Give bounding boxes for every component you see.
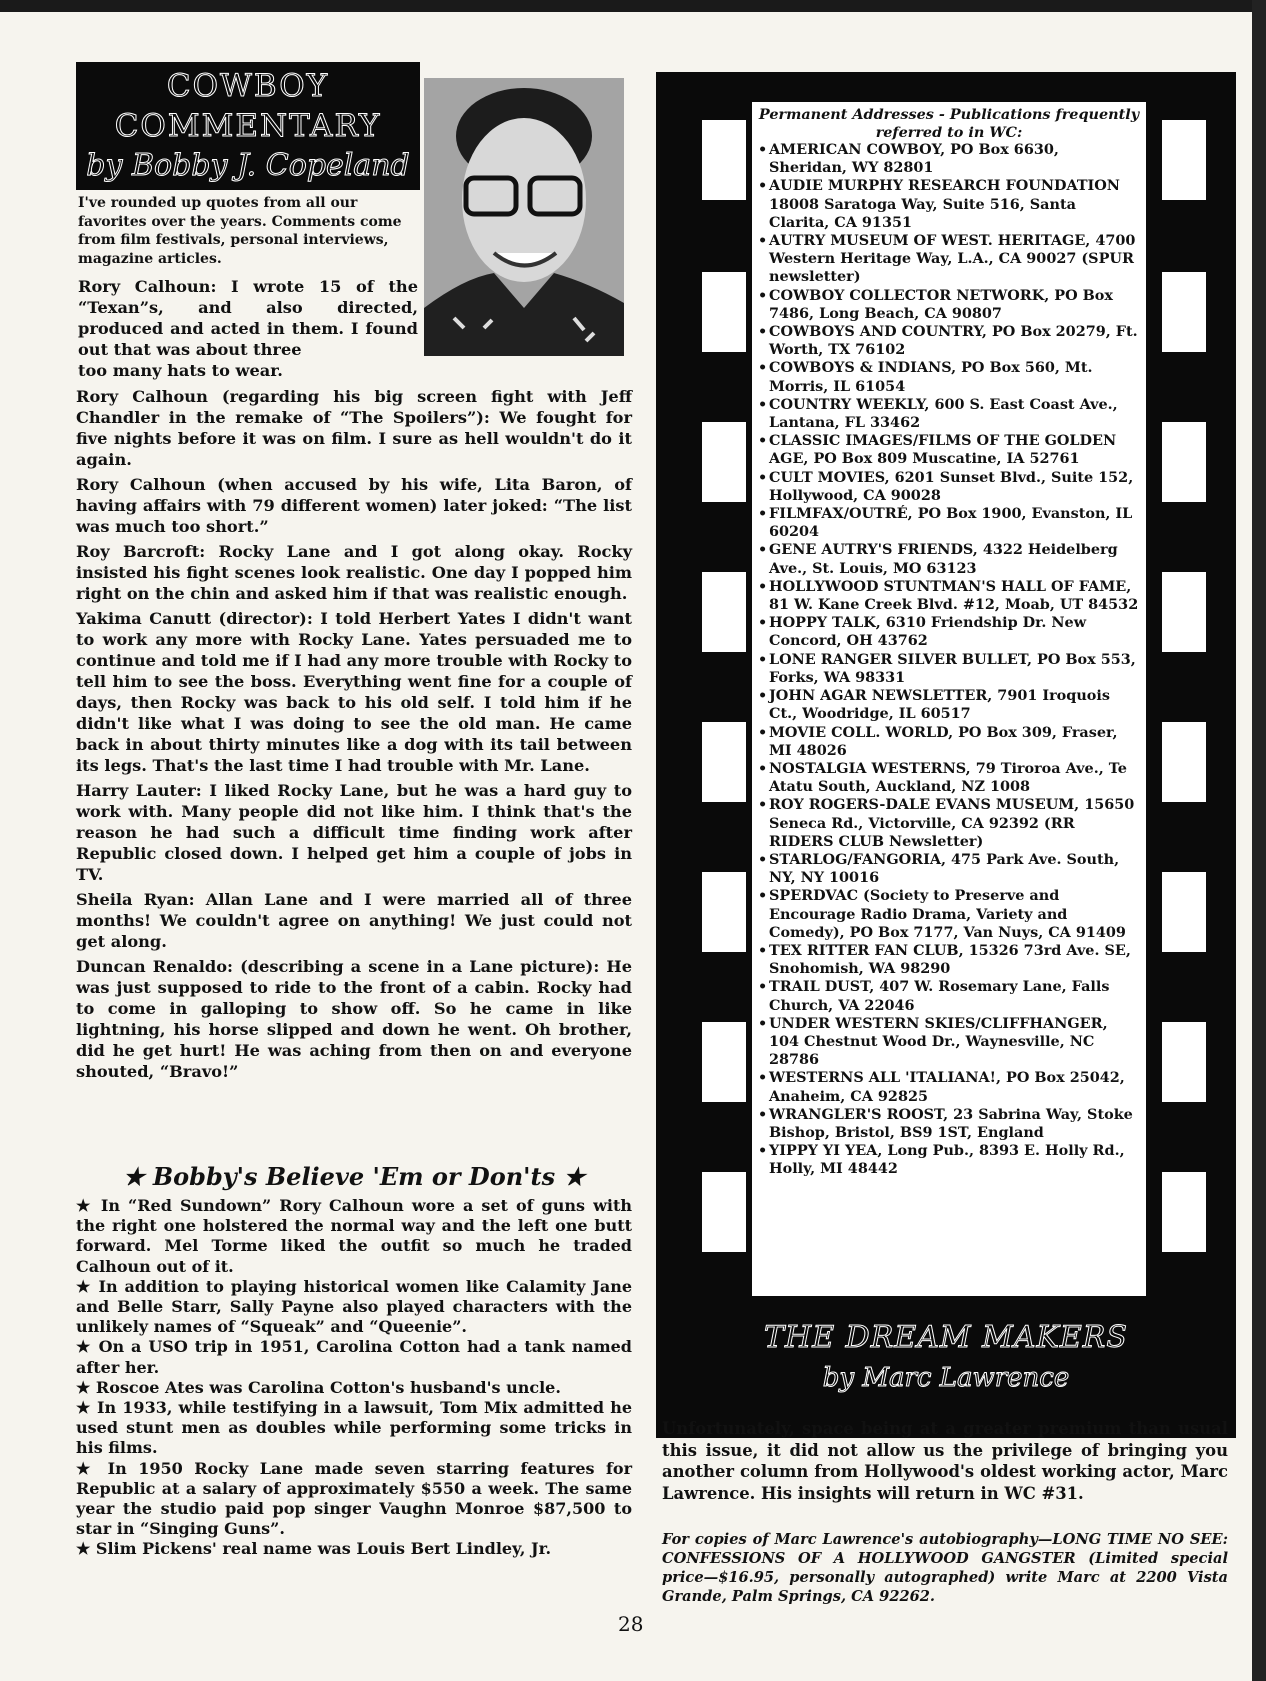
address-item: • AUDIE MURPHY RESEARCH FOUNDATION 18008 Saratoga Way, Suite 516, Santa Clarita, CA 91351 [758, 177, 1140, 232]
header-byline: by Bobby J. Copeland [86, 148, 410, 183]
addresses-box [752, 102, 1146, 1296]
addresses-heading: Permanent Addresses - Publications frequently referred to in WC: [758, 106, 1140, 141]
author-photo [424, 78, 624, 356]
film-sprocket [702, 572, 746, 652]
address-item: • AMERICAN COWBOY, PO Box 6630, Sheridan, WY 82801 [758, 141, 1140, 177]
quote-calhoun-texan: Rory Calhoun: I wrote 15 of the “Texan”s, and also directed, produced and acted in them. I found out that was about three [78, 277, 418, 359]
address-item: • MOVIE COLL. WORLD, PO Box 309, Fraser, MI 48026 [758, 724, 1140, 760]
film-sprocket [1162, 120, 1206, 200]
dream-makers-header [656, 1318, 1236, 1398]
fact-item: ★ On a USO trip in 1951, Carolina Cotton had a tank named after her. [76, 1337, 632, 1377]
dream-makers-body: Unfortunately, space being at a greater premium than usual this issue, it did not allow us the privilege of bringing you another column from Hollywood's oldest working actor, Marc Lawrence. His insights will return in WC #31. [662, 1419, 1228, 1503]
address-item: • COWBOY COLLECTOR NETWORK, PO Box 7486, Long Beach, CA 90807 [758, 287, 1140, 323]
address-item: • JOHN AGAR NEWSLETTER, 7901 Iroquois Ct., Woodridge, IL 60517 [758, 687, 1140, 723]
address-item: • TRAIL DUST, 407 W. Rosemary Lane, Falls Church, VA 22046 [758, 978, 1140, 1014]
film-sprocket [1162, 422, 1206, 502]
address-item: • ROY ROGERS-DALE EVANS MUSEUM, 15650 Seneca Rd., Victorville, CA 92392 (RR RIDERS CLUB Newsletter) [758, 796, 1140, 851]
address-item: • GENE AUTRY'S FRIENDS, 4322 Heidelberg Ave., St. Louis, MO 63123 [758, 541, 1140, 577]
quotes-list [76, 386, 632, 1086]
film-sprocket [1162, 1172, 1206, 1252]
address-item: • COUNTRY WEEKLY, 600 S. East Coast Ave., Lantana, FL 33462 [758, 396, 1140, 432]
film-sprocket [702, 1172, 746, 1252]
dream-makers-note: For copies of Marc Lawrence's autobiography—LONG TIME NO SEE: CONFESSIONS OF A HOLLYWOOD GANGSTER (Limited special price—$16.95, personally autographed) write Marc at 2200 Vista Grande, Palm Springs, CA 92262. [662, 1531, 1228, 1605]
address-item: • STARLOG/FANGORIA, 475 Park Ave. South, NY, NY 10016 [758, 851, 1140, 887]
address-item: • UNDER WESTERN SKIES/CLIFFHANGER, 104 Chestnut Wood Dr., Waynesville, NC 28786 [758, 1015, 1140, 1070]
quote-item: Sheila Ryan: Allan Lane and I were married all of three months! We couldn't agree on anything! We just could not get along. [76, 890, 632, 951]
film-sprocket [702, 1022, 746, 1102]
fact-item: ★ In 1950 Rocky Lane made seven starring features for Republic at a salary of approximately $550 a week. The same year the studio paid pop singer Vaughn Monroe $87,500 to star in “Singing Guns”. [76, 1458, 632, 1539]
film-sprocket [702, 120, 746, 200]
address-item: • AUTRY MUSEUM OF WEST. HERITAGE, 4700 Western Heritage Way, L.A., CA 90027 (SPUR newsletter) [758, 232, 1140, 287]
fact-item: ★ In 1933, while testifying in a lawsuit, Tom Mix admitted he used stunt men as doubles while performing some tricks in his films. [76, 1398, 632, 1458]
address-item: • COWBOYS & INDIANS, PO Box 560, Mt. Morris, IL 61054 [758, 359, 1140, 395]
quote-item: Harry Lauter: I liked Rocky Lane, but he was a hard guy to work with. Many people did not like him. I think that's the reason he had such a difficult time finding work after Republic closed down. I helped get him a couple of jobs in TV. [76, 781, 632, 884]
address-item: • FILMFAX/OUTRÉ, PO Box 1900, Evanston, IL 60204 [758, 505, 1140, 541]
address-item: • YIPPY YI YEA, Long Pub., 8393 E. Holly Rd., Holly, MI 48442 [758, 1142, 1140, 1178]
fact-item: ★ Roscoe Ates was Carolina Cotton's husband's uncle. [76, 1377, 561, 1397]
address-item: • CLASSIC IMAGES/FILMS OF THE GOLDEN AGE, PO Box 809 Muscatine, IA 52761 [758, 432, 1140, 468]
film-sprocket [1162, 272, 1206, 352]
film-sprocket [1162, 572, 1206, 652]
quote-item: Rory Calhoun (regarding his big screen fight with Jeff Chandler in the remake of “The Spoilers”): We fought for five nights before it was on film. I sure as hell wouldn't do it again. [76, 387, 632, 469]
fact-item: ★ In “Red Sundown” Rory Calhoun wore a set of guns with the right one holstered the normal way and the left one butt forward. Mel Torme liked the outfit so much he traded Calhoun out of it. [76, 1196, 632, 1276]
quote-item: Duncan Renaldo: (describing a scene in a Lane picture): He was just supposed to ride to the front of a cabin. Rocky had to come in galloping to show off. So he came in like lightning, his horse slipped and down he went. Oh brother, did he get hurt! He was aching from then on and everyone shouted, “Bravo!” [76, 957, 632, 1081]
fact-item: ★ In addition to playing historical women like Calamity Jane and Belle Starr, Sally Payne also played characters with the unlikely names of “Squeak” and “Queenie”. [76, 1276, 632, 1337]
address-item: • LONE RANGER SILVER BULLET, PO Box 553, Forks, WA 98331 [758, 651, 1140, 687]
address-item: • TEX RITTER FAN CLUB, 15326 73rd Ave. SE, Snohomish, WA 98290 [758, 942, 1140, 978]
believe-section-title: ★ Bobby's Believe 'Em or Don'ts ★ [123, 1162, 585, 1191]
address-item: • WESTERNS ALL 'ITALIANA!, PO Box 25042, Anaheim, CA 92825 [758, 1069, 1140, 1105]
address-item: • HOPPY TALK, 6310 Friendship Dr. New Concord, OH 43762 [758, 614, 1140, 650]
dream-makers-title: THE DREAM MAKERS [764, 1320, 1128, 1355]
film-sprocket [702, 422, 746, 502]
film-sprocket [702, 722, 746, 802]
quote-item: Yakima Canutt (director): I told Herbert Yates I didn't want to work any more with Rocky Lane. Yates persuaded me to continue and told me if I had any more trouble with Rocky to tell him to see the boss. Everything went fine for a couple of days, then Rocky was back to his old self. I told him if he didn't like what I was doing to see the old man. He came back in about thirty minutes like a dog with its tail between its legs. That's the last time I had trouble with Mr. Lane. [76, 609, 632, 775]
film-sprocket [1162, 872, 1206, 952]
address-item: • COWBOYS AND COUNTRY, PO Box 20279, Ft. Worth, TX 76102 [758, 323, 1140, 359]
cowboy-commentary-header [76, 62, 420, 190]
header-title-line1: COWBOY [166, 68, 330, 104]
film-sprocket [1162, 1022, 1206, 1102]
page-number: 28 [618, 1612, 644, 1636]
facts-list [76, 1196, 632, 1560]
film-sprocket [702, 272, 746, 352]
header-title-line2: COMMENTARY [114, 108, 382, 144]
page-edge [1252, 0, 1266, 1681]
dream-makers-byline: by Marc Lawrence [822, 1363, 1070, 1393]
address-item: • SPERDVAC (Society to Preserve and Encourage Radio Drama, Variety and Comedy), PO Box 7177, Van Nuys, CA 91409 [758, 887, 1140, 942]
address-item: • HOLLYWOOD STUNTMAN'S HALL OF FAME, 81 W. Kane Creek Blvd. #12, Moab, UT 84532 [758, 578, 1140, 614]
intro-text: I've rounded up quotes from all our favorites over the years. Comments come from film festivals, personal interviews, magazine articles. [78, 195, 402, 267]
addresses-list [758, 141, 1140, 1179]
quote-calhoun-texan-end: too many hats to wear. [78, 361, 283, 380]
address-item: • CULT MOVIES, 6201 Sunset Blvd., Suite 152, Hollywood, CA 90028 [758, 469, 1140, 505]
address-item: • WRANGLER'S ROOST, 23 Sabrina Way, Stoke Bishop, Bristol, BS9 1ST, England [758, 1106, 1140, 1142]
film-sprocket [1162, 722, 1206, 802]
fact-item: ★ Slim Pickens' real name was Louis Bert Lindley, Jr. [76, 1539, 552, 1559]
quote-item: Rory Calhoun (when accused by his wife, Lita Baron, of having affairs with 79 different women) later joked: “The list was much too short.” [76, 475, 632, 536]
film-sprocket [702, 872, 746, 952]
quote-item: Roy Barcroft: Rocky Lane and I got along okay. Rocky insisted his fight scenes look realistic. One day I popped him right on the chin and asked him if that was realistic enough. [76, 542, 632, 603]
address-item: • NOSTALGIA WESTERNS, 79 Tiroroa Ave., Te Atatu South, Auckland, NZ 1008 [758, 760, 1140, 796]
